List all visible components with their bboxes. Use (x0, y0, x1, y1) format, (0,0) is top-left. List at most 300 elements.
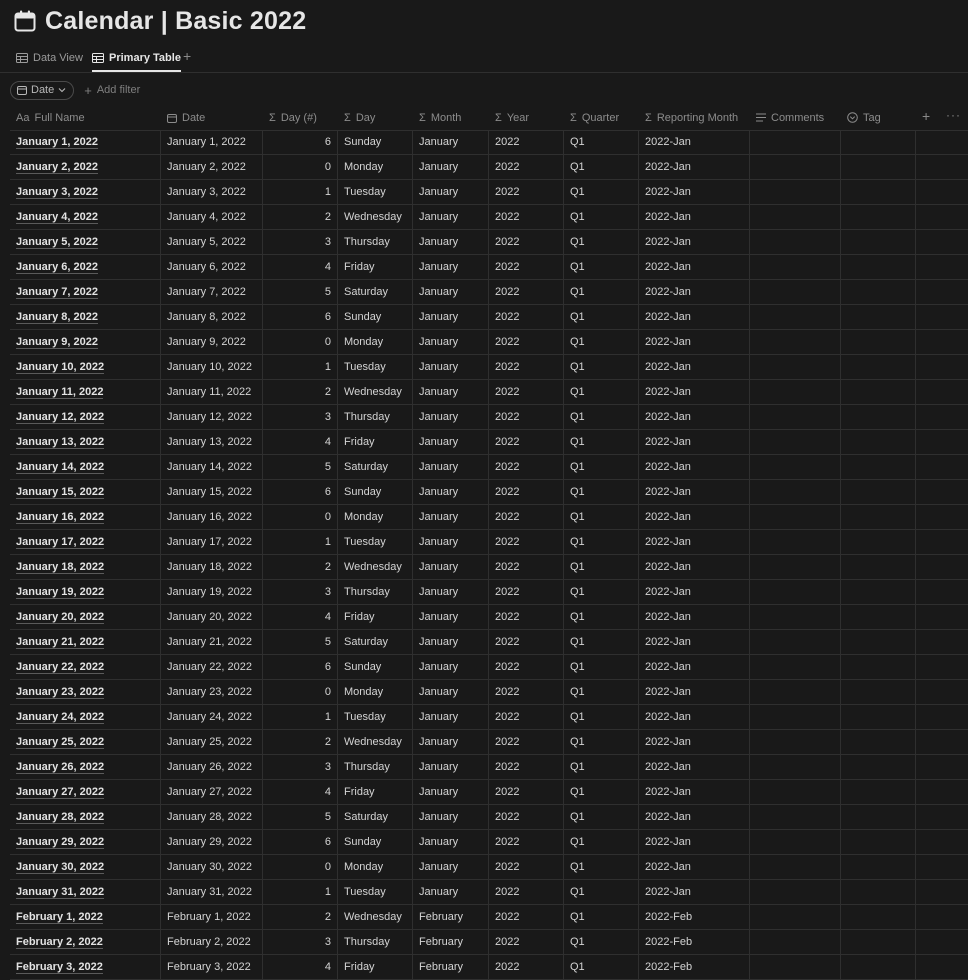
cell-tag[interactable] (841, 430, 916, 454)
table-row[interactable] (10, 130, 968, 155)
column-header-day[interactable] (338, 105, 413, 130)
cell-quarter[interactable] (564, 130, 639, 154)
cell-tag[interactable] (841, 680, 916, 704)
cell-month[interactable] (413, 780, 489, 804)
cell-reporting-month[interactable] (639, 230, 750, 254)
cell-tag[interactable] (841, 330, 916, 354)
row-title-link[interactable]: January 5, 2022 (16, 235, 98, 248)
cell-reporting-month[interactable] (639, 905, 750, 929)
cell-day[interactable] (338, 305, 413, 329)
cell-day-num[interactable] (263, 855, 338, 879)
cell-reporting-month[interactable] (639, 930, 750, 954)
cell-reporting-month[interactable] (639, 405, 750, 429)
column-header-tag[interactable] (841, 105, 916, 130)
tab-primary-table[interactable] (92, 44, 181, 71)
cell-year[interactable] (489, 705, 564, 729)
cell-date[interactable] (161, 255, 263, 279)
cell-date[interactable] (161, 180, 263, 204)
cell-full-name[interactable] (10, 430, 161, 454)
cell-year[interactable] (489, 230, 564, 254)
cell-full-name[interactable] (10, 930, 161, 954)
cell-day-num[interactable] (263, 280, 338, 304)
cell-year[interactable] (489, 880, 564, 904)
table-row[interactable] (10, 705, 968, 730)
cell-quarter[interactable] (564, 505, 639, 529)
cell-month[interactable] (413, 280, 489, 304)
cell-day[interactable] (338, 280, 413, 304)
cell-reporting-month[interactable] (639, 955, 750, 979)
cell-tag[interactable] (841, 855, 916, 879)
cell-quarter[interactable] (564, 830, 639, 854)
cell-reporting-month[interactable] (639, 330, 750, 354)
cell-reporting-month[interactable] (639, 530, 750, 554)
table-row[interactable] (10, 780, 968, 805)
cell-comments[interactable] (750, 205, 841, 229)
cell-year[interactable] (489, 730, 564, 754)
cell-quarter[interactable] (564, 280, 639, 304)
cell-month[interactable] (413, 880, 489, 904)
cell-year[interactable] (489, 455, 564, 479)
cell-quarter[interactable] (564, 480, 639, 504)
cell-day[interactable] (338, 805, 413, 829)
table-row[interactable] (10, 555, 968, 580)
cell-year[interactable] (489, 830, 564, 854)
column-header-quarter[interactable] (564, 105, 639, 130)
table-row[interactable] (10, 630, 968, 655)
cell-month[interactable] (413, 130, 489, 154)
cell-year[interactable] (489, 630, 564, 654)
cell-date[interactable] (161, 380, 263, 404)
table-row[interactable] (10, 205, 968, 230)
cell-date[interactable] (161, 955, 263, 979)
table-row[interactable] (10, 280, 968, 305)
cell-month[interactable] (413, 855, 489, 879)
cell-day-num[interactable] (263, 805, 338, 829)
cell-day-num[interactable] (263, 655, 338, 679)
row-title-link[interactable]: January 23, 2022 (16, 685, 105, 698)
table-row[interactable] (10, 380, 968, 405)
cell-tag[interactable] (841, 905, 916, 929)
cell-day[interactable] (338, 880, 413, 904)
cell-tag[interactable] (841, 755, 916, 779)
cell-month[interactable] (413, 905, 489, 929)
cell-day-num[interactable] (263, 230, 338, 254)
cell-year[interactable] (489, 555, 564, 579)
cell-quarter[interactable] (564, 705, 639, 729)
row-title-link[interactable]: January 4, 2022 (16, 210, 98, 223)
row-title-link[interactable]: January 21, 2022 (16, 635, 105, 648)
cell-day[interactable] (338, 255, 413, 279)
cell-quarter[interactable] (564, 880, 639, 904)
cell-day[interactable] (338, 730, 413, 754)
cell-comments[interactable] (750, 455, 841, 479)
tab-data-view[interactable] (16, 44, 83, 71)
cell-date[interactable] (161, 855, 263, 879)
cell-tag[interactable] (841, 880, 916, 904)
cell-date[interactable] (161, 780, 263, 804)
row-title-link[interactable]: January 8, 2022 (16, 310, 98, 323)
cell-year[interactable] (489, 905, 564, 929)
cell-tag[interactable] (841, 205, 916, 229)
cell-full-name[interactable] (10, 505, 161, 529)
cell-quarter[interactable] (564, 805, 639, 829)
more-options-icon[interactable]: ··· (946, 108, 961, 122)
row-title-link[interactable]: January 12, 2022 (16, 410, 105, 423)
cell-month[interactable] (413, 380, 489, 404)
cell-year[interactable] (489, 755, 564, 779)
cell-day[interactable] (338, 155, 413, 179)
cell-year[interactable] (489, 930, 564, 954)
table-row[interactable] (10, 905, 968, 930)
cell-full-name[interactable] (10, 830, 161, 854)
add-filter-button[interactable] (84, 83, 140, 98)
cell-day[interactable] (338, 855, 413, 879)
cell-day[interactable] (338, 530, 413, 554)
cell-comments[interactable] (750, 380, 841, 404)
cell-date[interactable] (161, 130, 263, 154)
cell-year[interactable] (489, 780, 564, 804)
row-title-link[interactable]: January 18, 2022 (16, 560, 105, 573)
cell-date[interactable] (161, 280, 263, 304)
column-header-month[interactable] (413, 105, 489, 130)
cell-reporting-month[interactable] (639, 580, 750, 604)
cell-day[interactable] (338, 630, 413, 654)
cell-date[interactable] (161, 530, 263, 554)
cell-full-name[interactable] (10, 705, 161, 729)
cell-year[interactable] (489, 480, 564, 504)
cell-month[interactable] (413, 630, 489, 654)
row-title-link[interactable]: January 1, 2022 (16, 135, 98, 148)
row-title-link[interactable]: January 29, 2022 (16, 835, 105, 848)
cell-year[interactable] (489, 955, 564, 979)
cell-month[interactable] (413, 455, 489, 479)
cell-year[interactable] (489, 505, 564, 529)
cell-day[interactable] (338, 355, 413, 379)
cell-date[interactable] (161, 455, 263, 479)
cell-year[interactable] (489, 580, 564, 604)
cell-comments[interactable] (750, 505, 841, 529)
cell-day-num[interactable] (263, 155, 338, 179)
cell-comments[interactable] (750, 405, 841, 429)
cell-month[interactable] (413, 680, 489, 704)
cell-comments[interactable] (750, 705, 841, 729)
cell-comments[interactable] (750, 830, 841, 854)
cell-date[interactable] (161, 330, 263, 354)
cell-day[interactable] (338, 130, 413, 154)
cell-month[interactable] (413, 305, 489, 329)
cell-day[interactable] (338, 655, 413, 679)
row-title-link[interactable]: January 27, 2022 (16, 785, 105, 798)
cell-full-name[interactable] (10, 230, 161, 254)
cell-quarter[interactable] (564, 530, 639, 554)
row-title-link[interactable]: January 11, 2022 (16, 385, 104, 398)
cell-comments[interactable] (750, 730, 841, 754)
cell-date[interactable] (161, 805, 263, 829)
cell-year[interactable] (489, 405, 564, 429)
cell-reporting-month[interactable] (639, 880, 750, 904)
cell-day[interactable] (338, 605, 413, 629)
cell-reporting-month[interactable] (639, 205, 750, 229)
cell-tag[interactable] (841, 480, 916, 504)
cell-quarter[interactable] (564, 730, 639, 754)
table-row[interactable] (10, 505, 968, 530)
cell-quarter[interactable] (564, 455, 639, 479)
cell-quarter[interactable] (564, 230, 639, 254)
cell-day[interactable] (338, 455, 413, 479)
cell-day-num[interactable] (263, 680, 338, 704)
cell-full-name[interactable] (10, 855, 161, 879)
cell-full-name[interactable] (10, 905, 161, 929)
cell-comments[interactable] (750, 130, 841, 154)
cell-reporting-month[interactable] (639, 430, 750, 454)
cell-reporting-month[interactable] (639, 805, 750, 829)
cell-comments[interactable] (750, 530, 841, 554)
row-title-link[interactable]: January 15, 2022 (16, 485, 105, 498)
cell-quarter[interactable] (564, 555, 639, 579)
cell-day-num[interactable] (263, 305, 338, 329)
cell-date[interactable] (161, 880, 263, 904)
cell-day[interactable] (338, 205, 413, 229)
cell-month[interactable] (413, 705, 489, 729)
row-title-link[interactable]: January 16, 2022 (16, 510, 105, 523)
cell-month[interactable] (413, 555, 489, 579)
cell-full-name[interactable] (10, 480, 161, 504)
cell-full-name[interactable] (10, 305, 161, 329)
cell-quarter[interactable] (564, 655, 639, 679)
add-view-icon[interactable]: + (183, 48, 192, 64)
table-row[interactable] (10, 230, 968, 255)
cell-tag[interactable] (841, 305, 916, 329)
cell-day-num[interactable] (263, 705, 338, 729)
row-title-link[interactable]: January 30, 2022 (16, 860, 105, 873)
cell-date[interactable] (161, 405, 263, 429)
cell-quarter[interactable] (564, 380, 639, 404)
cell-comments[interactable] (750, 155, 841, 179)
cell-day-num[interactable] (263, 555, 338, 579)
cell-reporting-month[interactable] (639, 255, 750, 279)
table-row[interactable] (10, 680, 968, 705)
row-title-link[interactable]: January 13, 2022 (16, 435, 105, 448)
cell-date[interactable] (161, 580, 263, 604)
cell-day-num[interactable] (263, 830, 338, 854)
cell-day-num[interactable] (263, 955, 338, 979)
table-row[interactable] (10, 480, 968, 505)
cell-month[interactable] (413, 430, 489, 454)
cell-day-num[interactable] (263, 505, 338, 529)
row-title-link[interactable]: January 6, 2022 (16, 260, 98, 273)
cell-comments[interactable] (750, 255, 841, 279)
table-row[interactable] (10, 830, 968, 855)
cell-full-name[interactable] (10, 255, 161, 279)
cell-day[interactable] (338, 930, 413, 954)
cell-tag[interactable] (841, 930, 916, 954)
cell-date[interactable] (161, 930, 263, 954)
cell-comments[interactable] (750, 630, 841, 654)
row-title-link[interactable]: January 17, 2022 (16, 535, 105, 548)
cell-date[interactable] (161, 480, 263, 504)
cell-quarter[interactable] (564, 780, 639, 804)
cell-day[interactable] (338, 180, 413, 204)
cell-reporting-month[interactable] (639, 180, 750, 204)
row-title-link[interactable]: January 31, 2022 (16, 885, 105, 898)
cell-day[interactable] (338, 705, 413, 729)
row-title-link[interactable]: January 9, 2022 (16, 335, 98, 348)
cell-year[interactable] (489, 655, 564, 679)
row-title-link[interactable]: January 24, 2022 (16, 710, 105, 723)
cell-year[interactable] (489, 530, 564, 554)
row-title-link[interactable]: February 2, 2022 (16, 935, 103, 948)
cell-tag[interactable] (841, 655, 916, 679)
cell-tag[interactable] (841, 830, 916, 854)
table-row[interactable] (10, 355, 968, 380)
cell-year[interactable] (489, 855, 564, 879)
table-row[interactable] (10, 580, 968, 605)
cell-day-num[interactable] (263, 380, 338, 404)
cell-day-num[interactable] (263, 755, 338, 779)
cell-reporting-month[interactable] (639, 680, 750, 704)
table-row[interactable] (10, 330, 968, 355)
row-title-link[interactable]: January 25, 2022 (16, 735, 105, 748)
cell-tag[interactable] (841, 505, 916, 529)
cell-tag[interactable] (841, 580, 916, 604)
cell-tag[interactable] (841, 355, 916, 379)
cell-day[interactable] (338, 555, 413, 579)
cell-tag[interactable] (841, 230, 916, 254)
cell-reporting-month[interactable] (639, 155, 750, 179)
cell-day-num[interactable] (263, 630, 338, 654)
cell-comments[interactable] (750, 905, 841, 929)
cell-full-name[interactable] (10, 955, 161, 979)
row-title-link[interactable]: January 3, 2022 (16, 185, 98, 198)
cell-quarter[interactable] (564, 205, 639, 229)
table-row[interactable] (10, 655, 968, 680)
cell-comments[interactable] (750, 955, 841, 979)
cell-month[interactable] (413, 255, 489, 279)
cell-day-num[interactable] (263, 730, 338, 754)
cell-day-num[interactable] (263, 780, 338, 804)
cell-month[interactable] (413, 530, 489, 554)
table-row[interactable] (10, 930, 968, 955)
cell-month[interactable] (413, 480, 489, 504)
cell-day[interactable] (338, 430, 413, 454)
cell-tag[interactable] (841, 530, 916, 554)
table-row[interactable] (10, 405, 968, 430)
cell-tag[interactable] (841, 705, 916, 729)
cell-month[interactable] (413, 180, 489, 204)
cell-tag[interactable] (841, 955, 916, 979)
table-row[interactable] (10, 855, 968, 880)
table-row[interactable] (10, 530, 968, 555)
cell-year[interactable] (489, 330, 564, 354)
table-row[interactable] (10, 255, 968, 280)
cell-year[interactable] (489, 130, 564, 154)
cell-comments[interactable] (750, 655, 841, 679)
cell-comments[interactable] (750, 780, 841, 804)
column-header-full-name[interactable] (10, 105, 161, 130)
cell-year[interactable] (489, 205, 564, 229)
row-title-link[interactable]: February 1, 2022 (16, 910, 103, 923)
cell-tag[interactable] (841, 280, 916, 304)
row-title-link[interactable]: January 26, 2022 (16, 760, 105, 773)
cell-comments[interactable] (750, 480, 841, 504)
cell-comments[interactable] (750, 180, 841, 204)
cell-month[interactable] (413, 830, 489, 854)
cell-date[interactable] (161, 755, 263, 779)
cell-quarter[interactable] (564, 930, 639, 954)
cell-tag[interactable] (841, 405, 916, 429)
cell-full-name[interactable] (10, 805, 161, 829)
cell-reporting-month[interactable] (639, 305, 750, 329)
cell-month[interactable] (413, 330, 489, 354)
cell-date[interactable] (161, 555, 263, 579)
cell-day[interactable] (338, 680, 413, 704)
cell-month[interactable] (413, 580, 489, 604)
cell-day-num[interactable] (263, 430, 338, 454)
add-column-icon[interactable]: + (922, 108, 931, 124)
table-row[interactable] (10, 605, 968, 630)
cell-reporting-month[interactable] (639, 555, 750, 579)
cell-tag[interactable] (841, 380, 916, 404)
column-header-date[interactable] (161, 105, 263, 130)
cell-day[interactable] (338, 580, 413, 604)
column-header-day-num[interactable] (263, 105, 338, 130)
cell-month[interactable] (413, 155, 489, 179)
cell-comments[interactable] (750, 605, 841, 629)
cell-month[interactable] (413, 730, 489, 754)
cell-tag[interactable] (841, 155, 916, 179)
cell-full-name[interactable] (10, 655, 161, 679)
cell-day[interactable] (338, 480, 413, 504)
cell-full-name[interactable] (10, 155, 161, 179)
cell-year[interactable] (489, 680, 564, 704)
cell-date[interactable] (161, 830, 263, 854)
cell-day-num[interactable] (263, 580, 338, 604)
cell-reporting-month[interactable] (639, 855, 750, 879)
cell-day-num[interactable] (263, 180, 338, 204)
cell-day-num[interactable] (263, 330, 338, 354)
cell-tag[interactable] (841, 130, 916, 154)
row-title-link[interactable]: January 7, 2022 (16, 285, 98, 298)
cell-comments[interactable] (750, 930, 841, 954)
cell-comments[interactable] (750, 855, 841, 879)
cell-reporting-month[interactable] (639, 480, 750, 504)
cell-tag[interactable] (841, 780, 916, 804)
cell-day-num[interactable] (263, 205, 338, 229)
cell-tag[interactable] (841, 455, 916, 479)
cell-full-name[interactable] (10, 605, 161, 629)
cell-date[interactable] (161, 905, 263, 929)
cell-reporting-month[interactable] (639, 130, 750, 154)
cell-reporting-month[interactable] (639, 830, 750, 854)
cell-reporting-month[interactable] (639, 780, 750, 804)
cell-full-name[interactable] (10, 530, 161, 554)
cell-quarter[interactable] (564, 855, 639, 879)
cell-date[interactable] (161, 705, 263, 729)
cell-tag[interactable] (841, 605, 916, 629)
cell-comments[interactable] (750, 880, 841, 904)
table-row[interactable] (10, 755, 968, 780)
cell-day[interactable] (338, 780, 413, 804)
cell-year[interactable] (489, 255, 564, 279)
cell-full-name[interactable] (10, 330, 161, 354)
column-header-comments[interactable] (750, 105, 841, 130)
table-row[interactable] (10, 155, 968, 180)
cell-date[interactable] (161, 680, 263, 704)
table-row[interactable] (10, 805, 968, 830)
cell-comments[interactable] (750, 555, 841, 579)
cell-tag[interactable] (841, 630, 916, 654)
cell-quarter[interactable] (564, 405, 639, 429)
